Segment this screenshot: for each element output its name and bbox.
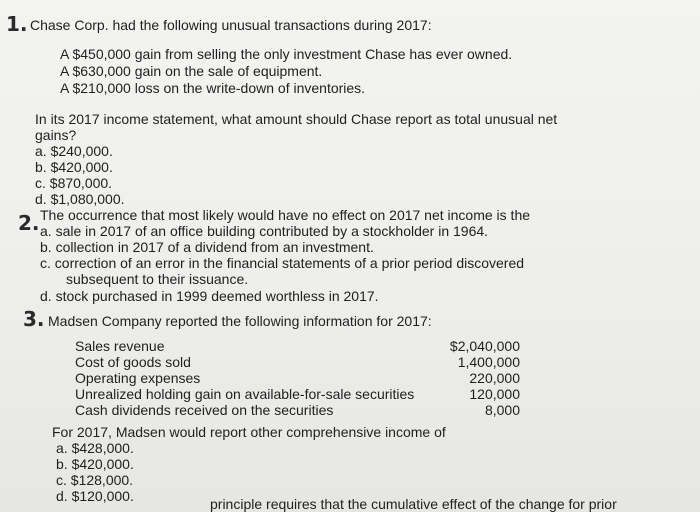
q1-option-b: b. $420,000. bbox=[35, 159, 113, 175]
q1-item-1: A $450,000 gain from selling the only investment Chase has ever owned. bbox=[60, 46, 513, 62]
q1-option-a: a. $240,000. bbox=[35, 143, 113, 159]
cutoff-next-question-text: principle requires that the cumulative effect of the change for prior bbox=[210, 496, 617, 512]
q1-option-d: d. $1,080,000. bbox=[35, 191, 125, 207]
q3-number-mark: 3. bbox=[23, 307, 45, 331]
q3-row-1-value: $2,040,000 bbox=[449, 338, 520, 354]
q3-option-d: d. $120,000. bbox=[56, 488, 134, 504]
q1-question-line2: gains? bbox=[35, 127, 77, 143]
q3-row-5-value: 8,000 bbox=[484, 402, 520, 418]
q3-row-2-label: Cost of goods sold bbox=[75, 354, 191, 370]
q1-intro: Chase Corp. had the following unusual transactions during 2017: bbox=[30, 17, 432, 33]
q3-row-5-label: Cash dividends received on the securities bbox=[75, 402, 334, 418]
q3-option-a: a. $428,000. bbox=[56, 440, 134, 456]
q3-question: For 2017, Madsen would report other comprehensive income of bbox=[52, 424, 446, 440]
q2-option-d: d. stock purchased in 1999 deemed worthless in 2017. bbox=[40, 288, 379, 304]
q3-row-2-value: 1,400,000 bbox=[457, 354, 520, 370]
q1-number-mark: 1. bbox=[6, 12, 28, 36]
q2-option-c: c. correction of an error in the financial statements of a prior period discovered bbox=[40, 255, 525, 271]
q2-intro: The occurrence that most likely would have no effect on 2017 net income is the bbox=[40, 207, 531, 223]
q3-intro: Madsen Company reported the following information for 2017: bbox=[48, 313, 432, 329]
q2-number-mark: 2. bbox=[18, 211, 40, 235]
q1-option-c: c. $870,000. bbox=[35, 175, 113, 191]
q3-option-b: b. $420,000. bbox=[56, 456, 134, 472]
q2-option-b: b. collection in 2017 of a dividend from an investment. bbox=[40, 239, 374, 255]
q3-option-c: c. $128,000. bbox=[56, 472, 134, 488]
q1-item-2: A $630,000 gain on the sale of equipment. bbox=[60, 63, 323, 79]
q3-row-4-label: Unrealized holding gain on available-for-sale securities bbox=[75, 386, 415, 402]
q3-row-3-value: 220,000 bbox=[469, 370, 520, 386]
q2-option-a: a. sale in 2017 of an office building contributed by a stockholder in 1964. bbox=[40, 223, 489, 239]
q1-question-line1: In its 2017 income statement, what amount should Chase report as total unusual net bbox=[35, 111, 558, 127]
q1-item-3: A $210,000 loss on the write-down of inventories. bbox=[60, 80, 366, 96]
q3-row-1-label: Sales revenue bbox=[75, 338, 165, 354]
q3-row-3-label: Operating expenses bbox=[75, 370, 201, 386]
q2-option-c-cont: subsequent to their issuance. bbox=[66, 271, 249, 287]
q3-row-4-value: 120,000 bbox=[469, 386, 520, 402]
